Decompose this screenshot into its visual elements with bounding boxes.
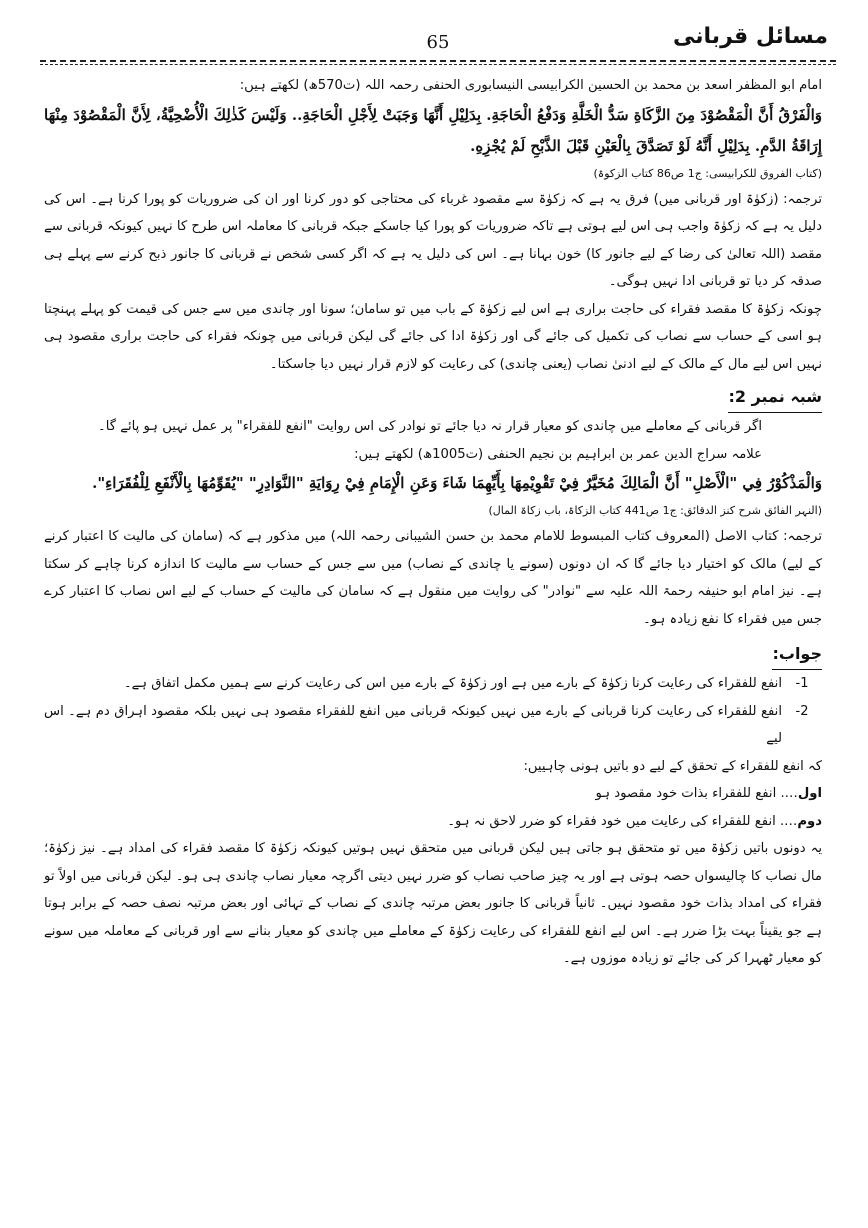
shubha-2-heading: شبہ نمبر 2: <box>728 382 822 413</box>
arabic-quote-nahr: وَالْمَذْكُوْرُ فِي "الْأَصْلِ" أَنَّ الْمَالِكَ مُخَيَّرٌ فِيْ تَقْوِيْمِهَا بِأَيِّهِمَا شَاءَ وَعَنِ الْإِمَامِ فِيْ رِوَايَةِ "النَّوَادِرِ" "يُقَوِّمُهَا بِالْأَنْفَعِ لِلْفُقَرَاءِ". <box>92 474 822 492</box>
answer-item <box>44 698 822 753</box>
jawab-block <box>44 639 822 670</box>
header-divider <box>40 60 836 62</box>
condition-first-text: …. انفع للفقراء بذات خود مقصود ہو <box>595 786 798 801</box>
answer-item <box>44 670 822 698</box>
header-divider-thin <box>40 64 836 65</box>
jawab-heading: جواب: <box>772 639 822 670</box>
arabic-quote-karabisi: وَالْفَرْقُ أَنَّ الْمَقْصُوْدَ مِنَ الزَّكَاةِ سَدُّ الْخَلَّةِ وَدَفْعُ الْحَاجَةِ. بِدَلِيْلِ أَنَّهَا وَجَبَتْ لِأَجْلِ الْحَاجَةِ.. وَلَيْسَ كَذٰلِكَ الْأُضْحِيَّةُ، لِأَنَّ الْمَقْصُوْدَ مِنْهَا إِرَاقَةُ الدَّمِ. بِدَلِيْلِ أَنَّهُ لَوْ تَصَدَّقَ بِالْعَيْنِ قَبْلَ الذَّبْحِ لَمْ يُجْزِهِ. <box>44 105 822 155</box>
answer-2-continuation: کہ انفع للفقراء کے تحقق کے لیے دو باتیں ہونی چاہییں: <box>523 758 822 774</box>
condition-first <box>44 780 822 808</box>
shubha-2-block <box>44 382 822 413</box>
answer-number: 1- <box>795 676 809 691</box>
translation-nahr: ترجمہ: کتاب الاصل (المعروف کتاب المبسوط للامام محمد بن حسن الشیبانی رحمہ اللہ) میں مذکور ہے کہ (سامان کی مالیت کا اعتبار کرنے کے لیے) مالک کو اختیار دیا جائے گا کہ ان دونوں (سونے یا چاندی کے نصاب) میں سے جس کے حساب سے مالیت کا اندازہ کرنا چاہے کر سکتا ہے۔ نیز امام ابو حنیفہ رحمۃ اللہ علیہ سے "نوادر" کی روایت میں منقول ہے کہ سامان کی مالیت کے حساب کے لیے اس نصاب کا اعتبار کرے جس میں فقراء کا نفع زیادہ ہو۔ <box>44 529 822 627</box>
translation-furuq: ترجمہ: (زکوٰۃ اور قربانی میں) فرق یہ ہے کہ زکوٰۃ سے مقصود غرباء کی محتاجی کو دور کرنا اور ان کی ضروریات کو پورا کرنا ہے۔ اس کی دلیل یہ ہے کہ زکوٰۃ واجب ہی اس لیے ہوتی ہے تاکہ ضروریات کو پورا کیا جاسکے جبکہ قربانی کا معاملہ اس طرح کا نہیں کیونکہ قربانی سے مقصد (اللہ تعالیٰ کی رضا کے لیے جانور کا) خون بہانا ہے۔ اس کی دلیل یہ ہے کہ اگر کسی شخص نے قربانی کا جانور ذبح کرنے سے پہلے ہی صدقہ کر دیا تو قربانی ادا نہیں ہوگی۔ <box>44 191 822 289</box>
answer-text: انفع للفقراء کی رعایت کرنا زکوٰۃ کے بارے میں ہے اور زکوٰۃ کے بارے میں اس کی رعایت کرنے سے ہمیں مکمل اتفاق ہے۔ <box>123 676 782 691</box>
paragraph-zakat-purpose: چونکہ زکوٰۃ کا مقصد فقراء کی حاجت براری ہے اس لیے زکوٰۃ کے باب میں تو سامان؛ سونا اور چاندی میں سے جس کی قیمت کو پہلے پہنچتا ہو اسی کے حساب سے نصاب کی تکمیل کی جائے گی اور زکوٰۃ ادا کی جائے گی لیکن قربانی میں چونکہ فقراء کی حاجت براری مقصود ہی نہیں اس لیے مال کے مالک کے لیے ادنیٰ نصاب (یعنی چاندی) کی رعایت کو لازم قرار نہیں دیا جاسکتا۔ <box>44 301 822 372</box>
page-header <box>40 22 836 66</box>
reference-nahr: (النہر الفائق شرح کنز الدقائق: ج1 ص441 کتاب الزکاۃ، باب زکاۃ المال) <box>488 504 822 517</box>
intro-karabisi: امام ابو المظفر اسعد بن محمد بن الحسین الکرابیسی النیسابوری الحنفی رحمہ اللہ (ت570ھ) لکھتے ہیں: <box>239 78 822 93</box>
book-title: مسائل قربانی <box>673 24 828 49</box>
page-body <box>44 72 822 973</box>
page-number: 65 <box>426 32 450 53</box>
condition-first-label: اول <box>797 786 822 801</box>
answer-number: 2- <box>795 703 809 719</box>
condition-second <box>44 808 822 836</box>
final-paragraph: یہ دونوں باتیں زکوٰۃ میں تو متحقق ہو جاتی ہیں لیکن قربانی میں متحقق نہیں ہوتیں کیونکہ زکوٰۃ کا مقصد فقراء کی امداد ہے۔ نیز زکوٰۃ؛ مال نصاب کا چالیسواں حصہ ہوتی ہے اور یہ چیز صاحب نصاب کو ضرر نہیں دیتی اگرچہ معیار نصاب چاندی ہی ہو۔ لیکن قربانی میں اولاً تو فقراء کی امداد بذات خود مقصود نہیں۔ ثانیاً قربانی کا جانور بعض مرتبہ چاندی کے نصاب کے تہائی اور بعض مرتبہ نصف حصہ کے برابر ہوتا ہے جو یقیناً بہت بڑا ضرر ہے۔ اس لیے انفع للفقراء کی رعایت زکوٰۃ کے معاملے میں چاندی کو معیار بنانے سے اور قربانی کے معاملہ میں سونے کو معیار ٹھہرا کر کی جائے تو زیادہ موزوں ہے۔ <box>44 841 822 966</box>
shubha-2-text: اگر قربانی کے معاملے میں چاندی کو معیار قرار نہ دیا جائے تو نوادر کی اس روایت "انفع للفقراء" پر عمل نہیں ہو پائے گا۔ <box>98 419 762 434</box>
answer-text: انفع للفقراء کی رعایت کرنا قربانی کے بارے میں نہیں کیونکہ قربانی میں انفع للفقراء مقصود ہی نہیں بلکہ مقصود اہراق دم ہے۔ اس لیے <box>44 703 782 746</box>
intro-ibn-nujaim: علامہ سراج الدین عمر بن ابراہیم بن نجیم الحنفی (ت1005ھ) لکھتے ہیں: <box>354 446 762 462</box>
reference-furuq: (کتاب الفروق للکرابیسی: ج1 ص86 کتاب الزکوۃ) <box>593 166 822 180</box>
condition-second-text: …. انفع للفقراء کی رعایت میں خود فقراء کو ضرر لاحق نہ ہو۔ <box>447 813 798 829</box>
condition-second-label: دوم <box>797 813 822 829</box>
